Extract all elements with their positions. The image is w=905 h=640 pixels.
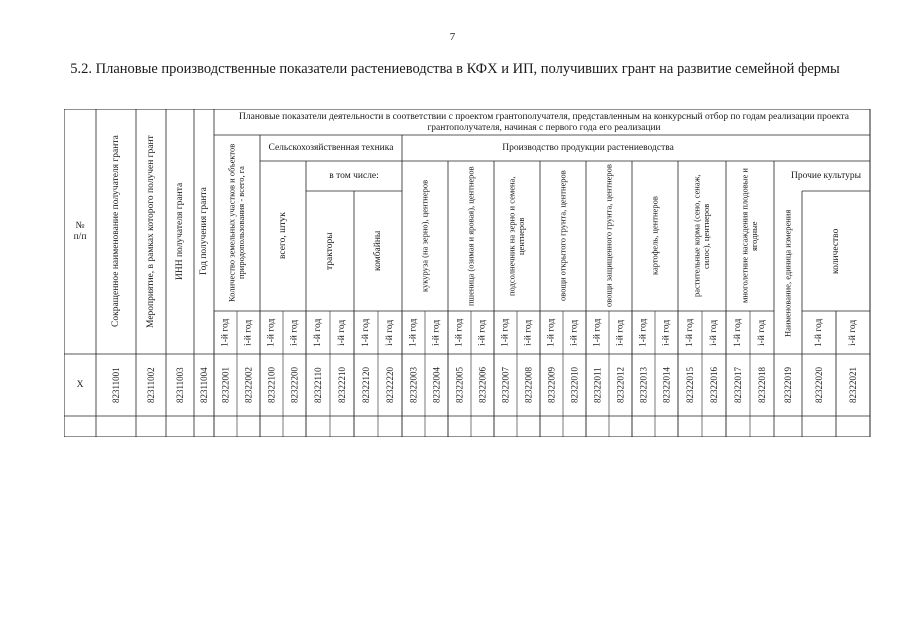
header-including: в том числе: xyxy=(329,170,379,181)
header-other-name: Наименование, единица измерения xyxy=(782,209,793,338)
code-cell: 82322015 xyxy=(684,367,695,403)
year-label: i-й год xyxy=(477,319,488,346)
header-production: Производство продукции растениеводства xyxy=(502,142,674,153)
year-label: i-й год xyxy=(847,319,858,346)
code-cell: 82322021 xyxy=(847,367,858,403)
header-corn: кукуруза (на зерно), центнеров xyxy=(419,179,430,293)
header-num: № п/п xyxy=(73,221,87,242)
year-label: i-й год xyxy=(384,319,395,346)
year-label: 1-й год xyxy=(220,318,231,347)
header-sunflower: подсолнечник на зерно и семена, центнеров xyxy=(506,176,526,296)
code-cell: 82311004 xyxy=(198,367,209,403)
header-veg-open: овощи открытого грунта, центнеров xyxy=(557,170,568,302)
code-cell: 82322011 xyxy=(592,367,603,403)
year-label: i-й год xyxy=(708,319,719,346)
year-label: 1-й год xyxy=(546,318,557,347)
code-cell: 82322004 xyxy=(431,367,442,403)
year-label: 1-й год xyxy=(360,318,371,347)
code-cell: 82322005 xyxy=(454,367,465,403)
year-label: i-й год xyxy=(523,319,534,346)
code-cell: 82322012 xyxy=(615,367,626,403)
header-machinery: Сельскохозяйственная техника xyxy=(268,142,394,153)
plan-table xyxy=(64,109,873,437)
code-cell: 82322018 xyxy=(756,367,767,403)
code-cell: 82322019 xyxy=(782,367,793,403)
code-cell: 82322002 xyxy=(243,367,254,403)
code-cell: 82322010 xyxy=(569,367,580,403)
header-land: Количество земельных участков и объектов природопользования - всего, га xyxy=(226,143,246,303)
code-cell: 82322210 xyxy=(336,367,347,403)
code-cell: 82311001 xyxy=(110,367,121,403)
header-wheat: пшеница (озимая и яровая), центнеров xyxy=(465,166,476,306)
code-cell: 82322200 xyxy=(289,367,300,403)
header-perennial: многолетние насаждения плодовые и ягодные xyxy=(739,168,759,304)
code-cell: 82322001 xyxy=(220,367,231,403)
code-cell: 82311003 xyxy=(174,367,185,403)
code-cell: 82322007 xyxy=(500,367,511,403)
header-fodder: растительные корма (сено, сенаж, силос), центнеров xyxy=(691,174,711,298)
header-inn: ИНН получателя гранта xyxy=(174,182,185,281)
code-cell: 82322006 xyxy=(477,367,488,403)
year-label: 1-й год xyxy=(592,318,603,347)
code-cell: 82311002 xyxy=(145,367,156,403)
year-label: 1-й год xyxy=(813,318,824,347)
code-cell: 82322008 xyxy=(523,367,534,403)
year-label: i-й год xyxy=(756,319,767,346)
code-cell: 82322100 xyxy=(266,367,277,403)
code-cell: 82322009 xyxy=(546,367,557,403)
header-potato: картофель, центнеров xyxy=(649,196,660,276)
code-cell: 82322110 xyxy=(312,367,323,403)
header-other-qty: количество xyxy=(830,228,841,274)
year-label: i-й год xyxy=(431,319,442,346)
header-year: Год получения гранта xyxy=(198,187,209,276)
code-cell: 82322220 xyxy=(384,367,395,403)
header-other: Прочие культуры xyxy=(790,170,861,181)
year-label: i-й год xyxy=(615,319,626,346)
header-combines: комбайны xyxy=(372,230,383,272)
code-cell: 82322120 xyxy=(360,367,371,403)
year-label: i-й год xyxy=(336,319,347,346)
header-name: Сокращенное наименование получателя гранта xyxy=(110,135,121,328)
code-cell: 82322017 xyxy=(732,367,743,403)
year-label: i-й год xyxy=(289,319,300,346)
code-cell: 82322013 xyxy=(638,367,649,403)
year-label: i-й год xyxy=(243,319,254,346)
year-label: i-й год xyxy=(661,319,672,346)
header-tractors: тракторы xyxy=(324,232,335,270)
code-cell: 82322014 xyxy=(661,367,672,403)
header-plan: Плановые показатели деятельности в соответствии с проектом грантополучателя, представленным на конкурсный отбор по годам реализации проекта грантополучателя, начиная с первого года его реализации xyxy=(239,112,849,133)
year-label: 1-й год xyxy=(732,318,743,347)
header-measure: Мероприятие, в рамках которого получен грант xyxy=(145,135,156,328)
section-title: 5.2. Плановые производственные показатели растениеводства в КФХ и ИП, получивших грант на развитие семейной фермы xyxy=(70,61,840,77)
year-label: 1-й год xyxy=(312,318,323,347)
year-label: 1-й год xyxy=(500,318,511,347)
code-cell: 82322020 xyxy=(813,367,824,403)
year-label: i-й год xyxy=(569,319,580,346)
year-label: 1-й год xyxy=(454,318,465,347)
code-cell: 82322003 xyxy=(408,367,419,403)
year-label: 1-й год xyxy=(684,318,695,347)
header-total-units: всего, штук xyxy=(277,212,288,260)
row-x-label: X xyxy=(76,379,84,390)
year-label: 1-й год xyxy=(266,318,277,347)
year-label: 1-й год xyxy=(638,318,649,347)
page-number: 7 xyxy=(449,31,456,43)
code-cell: 82322016 xyxy=(708,367,719,403)
header-veg-closed: овощи защищенного грунта, центнеров xyxy=(603,164,614,308)
year-label: 1-й год xyxy=(408,318,419,347)
